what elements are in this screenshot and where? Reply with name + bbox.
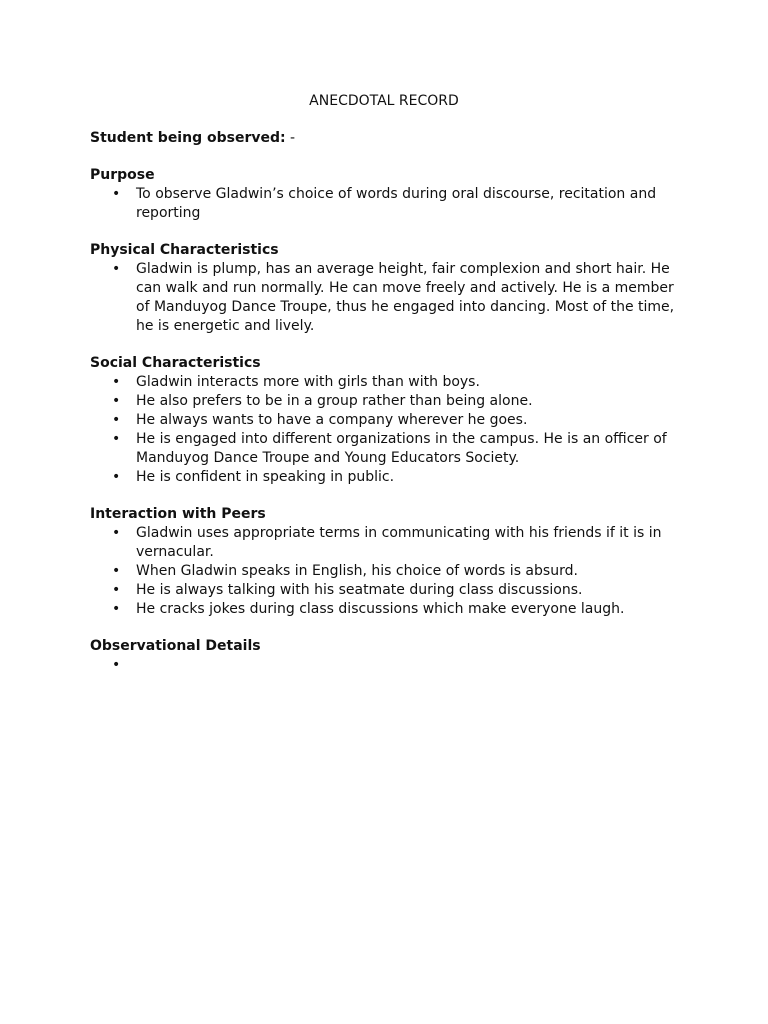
section-physical-characteristics bbox=[90, 241, 680, 336]
list-item bbox=[90, 260, 680, 336]
bullet-icon: • bbox=[112, 582, 121, 598]
physical-list bbox=[90, 260, 680, 336]
social-list bbox=[90, 373, 680, 487]
list-item bbox=[90, 562, 680, 581]
bullet-icon: • bbox=[112, 601, 121, 617]
list-item bbox=[90, 524, 680, 562]
bullet-icon: • bbox=[112, 412, 121, 428]
section-heading-peers: Interaction with Peers bbox=[90, 506, 266, 522]
bullet-icon: • bbox=[112, 563, 121, 579]
list-item-text: He is always talking with his seatmate during class discussions. bbox=[136, 582, 583, 598]
student-observed-value: - bbox=[290, 130, 296, 146]
section-purpose bbox=[90, 166, 680, 223]
student-observed-line bbox=[90, 129, 680, 148]
list-item-text: Gladwin is plump, has an average height, fair complexion and short hair. He can walk and run normally. He can move freely and actively. He is a member of Manduyog Dance Troupe, thus he engaged into dancing. Most of the time, he is energetic and lively. bbox=[136, 261, 675, 334]
section-heading-purpose: Purpose bbox=[90, 167, 155, 183]
list-item-text: Gladwin uses appropriate terms in communicating with his friends if it is in vernacular. bbox=[136, 525, 662, 560]
list-item bbox=[90, 185, 680, 223]
list-item bbox=[90, 468, 680, 487]
list-item-text: He is engaged into different organizations in the campus. He is an officer of Manduyog Dance Troupe and Young Educators Society. bbox=[136, 431, 667, 466]
section-heading-observational: Observational Details bbox=[90, 638, 261, 654]
section-social-characteristics bbox=[90, 354, 680, 487]
list-item bbox=[90, 600, 680, 619]
section-heading-social: Social Characteristics bbox=[90, 355, 261, 371]
bullet-icon: • bbox=[112, 469, 121, 485]
section-observational-details bbox=[90, 637, 680, 675]
list-item bbox=[90, 392, 680, 411]
section-interaction-with-peers bbox=[90, 505, 680, 619]
student-observed-label: Student being observed: bbox=[90, 130, 286, 146]
list-item bbox=[90, 581, 680, 600]
bullet-icon: • bbox=[112, 186, 121, 202]
peers-list bbox=[90, 524, 680, 619]
list-item-text: He is confident in speaking in public. bbox=[136, 469, 395, 485]
list-item-text: He also prefers to be in a group rather than being alone. bbox=[136, 393, 533, 409]
purpose-list bbox=[90, 185, 680, 223]
list-item-text: Gladwin interacts more with girls than with boys. bbox=[136, 374, 480, 390]
list-item bbox=[90, 411, 680, 430]
bullet-icon: • bbox=[112, 261, 121, 277]
document-title: ANECDOTAL RECORD bbox=[309, 93, 459, 109]
section-heading-physical: Physical Characteristics bbox=[90, 242, 279, 258]
document-body bbox=[90, 129, 680, 693]
list-item bbox=[90, 373, 680, 392]
observational-list bbox=[90, 656, 680, 675]
list-item bbox=[90, 430, 680, 468]
bullet-icon: • bbox=[112, 393, 121, 409]
bullet-icon: • bbox=[112, 374, 121, 390]
bullet-icon: • bbox=[112, 431, 121, 447]
list-item-text: He always wants to have a company wherever he goes. bbox=[136, 412, 528, 428]
list-item-text: He cracks jokes during class discussions which make everyone laugh. bbox=[136, 601, 625, 617]
list-item-text: To observe Gladwin’s choice of words during oral discourse, recitation and reporting bbox=[136, 186, 657, 221]
bullet-icon: • bbox=[112, 525, 121, 541]
list-item bbox=[90, 656, 680, 675]
list-item-text: When Gladwin speaks in English, his choice of words is absurd. bbox=[136, 563, 578, 579]
bullet-icon: • bbox=[112, 657, 121, 673]
